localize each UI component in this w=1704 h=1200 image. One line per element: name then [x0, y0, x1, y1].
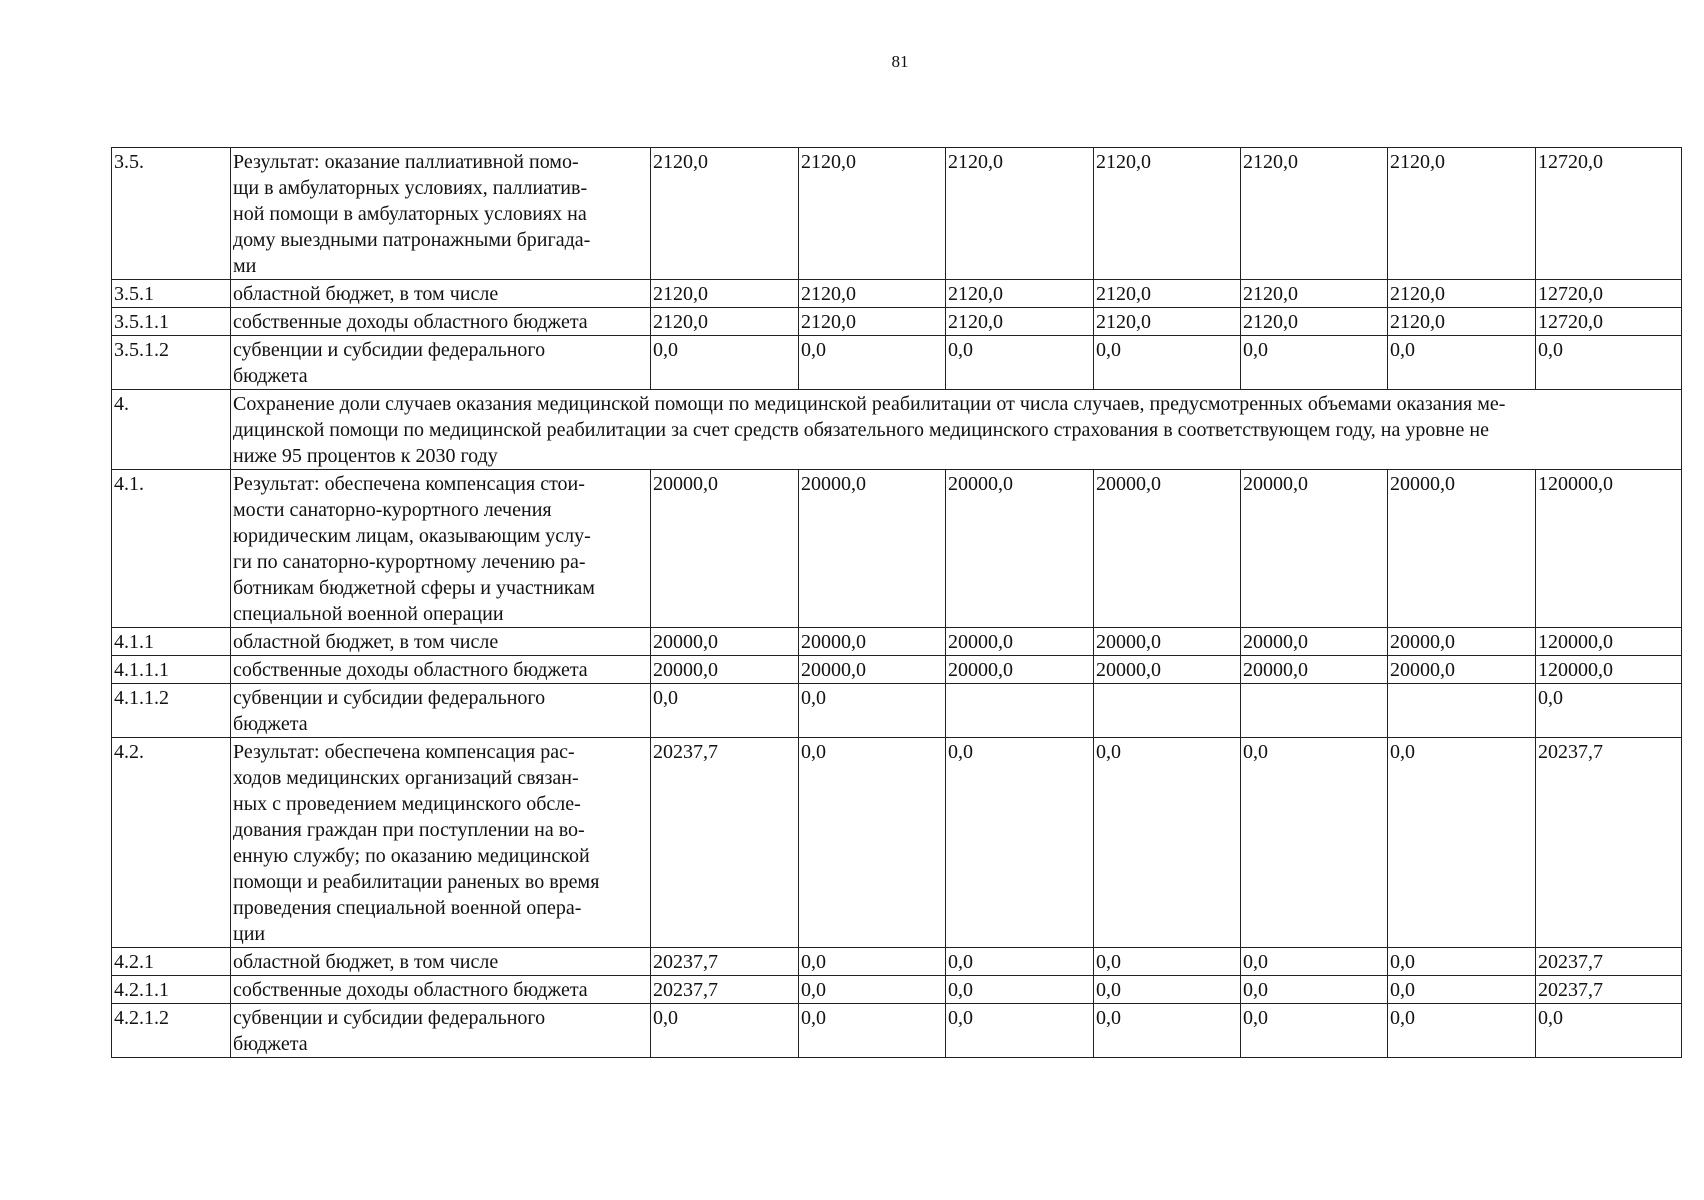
- table-row: [112, 148, 1682, 280]
- row-year-value: 20000,0: [1094, 470, 1241, 628]
- row-total-value: 120000,0: [1536, 470, 1682, 628]
- row-year-value: 0,0: [1241, 738, 1388, 948]
- row-year-value: 0,0: [651, 1004, 799, 1058]
- row-description: областной бюджет, в том числе: [231, 948, 651, 976]
- row-year-value: 2120,0: [1241, 308, 1388, 336]
- table-row: [112, 948, 1682, 976]
- table-row: [112, 390, 1682, 470]
- row-year-value: 0,0: [1388, 948, 1536, 976]
- row-year-value: 2120,0: [1388, 308, 1536, 336]
- row-year-value: 0,0: [1094, 976, 1241, 1004]
- row-year-value: 2120,0: [1241, 280, 1388, 308]
- row-total-value: 0,0: [1536, 1004, 1682, 1058]
- row-year-value: 20000,0: [1388, 470, 1536, 628]
- table-row: [112, 656, 1682, 684]
- row-total-value: 0,0: [1536, 684, 1682, 738]
- row-total-value: 20237,7: [1536, 976, 1682, 1004]
- row-code: 3.5.: [112, 148, 231, 280]
- row-year-value: 0,0: [799, 1004, 946, 1058]
- row-description: субвенции и субсидии федерального бюджета: [231, 684, 651, 738]
- row-year-value: 0,0: [946, 1004, 1094, 1058]
- row-year-value: 0,0: [1241, 1004, 1388, 1058]
- row-year-value: 2120,0: [1241, 148, 1388, 280]
- table-row: [112, 628, 1682, 656]
- row-description: Результат: обеспечена компенсация стои- мости санаторно-курортного лечения юридическим лицам, оказывающим услу- ги по санаторно-курортному лечению ра- ботникам бюджетной сферы и участникам специальной военной операции: [231, 470, 651, 628]
- row-year-value: 0,0: [1094, 336, 1241, 390]
- table-row: [112, 280, 1682, 308]
- table-row: [112, 1004, 1682, 1058]
- row-year-value: 20000,0: [1388, 628, 1536, 656]
- row-total-value: 12720,0: [1536, 148, 1682, 280]
- section-title: Сохранение доли случаев оказания медицинской помощи по медицинской реабилитации от числа случаев, предусмотренных объемами оказания ме- дицинской помощи по медицинской реабилитации за счет средств обязательного медицинского страхования в соответствующем году, на уровне не ниже 95 процентов к 2030 году: [231, 390, 1682, 470]
- row-description: субвенции и субсидии федерального бюджета: [231, 1004, 651, 1058]
- row-code: 3.5.1.2: [112, 336, 231, 390]
- row-year-value: 0,0: [799, 684, 946, 738]
- row-year-value: 2120,0: [651, 308, 799, 336]
- row-year-value: 20000,0: [946, 470, 1094, 628]
- table-row: [112, 738, 1682, 948]
- row-year-value: 2120,0: [946, 308, 1094, 336]
- row-year-value: 20000,0: [946, 628, 1094, 656]
- row-year-value: 0,0: [1241, 976, 1388, 1004]
- row-year-value: 2120,0: [1094, 308, 1241, 336]
- row-year-value: 20000,0: [1094, 628, 1241, 656]
- row-year-value: 2120,0: [946, 148, 1094, 280]
- row-year-value: 0,0: [1388, 336, 1536, 390]
- row-code: 3.5.1.1: [112, 308, 231, 336]
- row-year-value: 0,0: [1388, 1004, 1536, 1058]
- row-year-value: 0,0: [651, 336, 799, 390]
- row-year-value: 0,0: [651, 684, 799, 738]
- row-description: собственные доходы областного бюджета: [231, 308, 651, 336]
- row-year-value: 20000,0: [1241, 656, 1388, 684]
- row-year-value: 20000,0: [651, 628, 799, 656]
- row-total-value: 0,0: [1536, 336, 1682, 390]
- row-year-value: 0,0: [799, 948, 946, 976]
- row-year-value: 20000,0: [651, 470, 799, 628]
- row-code: 4.1.1.2: [112, 684, 231, 738]
- row-year-value: 0,0: [946, 336, 1094, 390]
- row-year-value: 20000,0: [1241, 628, 1388, 656]
- row-year-value: 20237,7: [651, 948, 799, 976]
- row-code: 4.: [112, 390, 231, 470]
- row-year-value: 20237,7: [651, 738, 799, 948]
- row-code: 3.5.1: [112, 280, 231, 308]
- table-row: [112, 308, 1682, 336]
- row-year-value: 0,0: [1241, 336, 1388, 390]
- table-body: [112, 148, 1682, 1058]
- row-year-value: 20237,7: [651, 976, 799, 1004]
- page-number: 81: [891, 52, 909, 71]
- row-description: Результат: оказание паллиативной помо- щи в амбулаторных условиях, паллиатив- ной помощи в амбулаторных условиях на дому выездными патронажными бригада- ми: [231, 148, 651, 280]
- row-year-value: 0,0: [1388, 976, 1536, 1004]
- row-year-value: 0,0: [946, 738, 1094, 948]
- row-year-value: 20000,0: [799, 656, 946, 684]
- row-year-value: [946, 684, 1094, 738]
- row-year-value: 0,0: [1094, 1004, 1241, 1058]
- row-year-value: 0,0: [946, 948, 1094, 976]
- row-year-value: 0,0: [1094, 948, 1241, 976]
- row-year-value: 2120,0: [799, 148, 946, 280]
- row-year-value: 0,0: [1094, 738, 1241, 948]
- row-year-value: [1388, 684, 1536, 738]
- row-year-value: 20000,0: [651, 656, 799, 684]
- row-year-value: 2120,0: [651, 148, 799, 280]
- row-year-value: 0,0: [1388, 738, 1536, 948]
- row-total-value: 120000,0: [1536, 628, 1682, 656]
- row-year-value: 20000,0: [946, 656, 1094, 684]
- row-total-value: 120000,0: [1536, 656, 1682, 684]
- row-code: 4.2.1.1: [112, 976, 231, 1004]
- row-year-value: 20000,0: [799, 470, 946, 628]
- row-year-value: 2120,0: [799, 280, 946, 308]
- table-row: [112, 976, 1682, 1004]
- row-description: областной бюджет, в том числе: [231, 628, 651, 656]
- row-description: собственные доходы областного бюджета: [231, 656, 651, 684]
- row-total-value: 20237,7: [1536, 738, 1682, 948]
- row-description: областной бюджет, в том числе: [231, 280, 651, 308]
- row-year-value: 20000,0: [1388, 656, 1536, 684]
- row-year-value: [1241, 684, 1388, 738]
- row-year-value: 0,0: [799, 976, 946, 1004]
- row-year-value: 0,0: [799, 336, 946, 390]
- row-year-value: 2120,0: [1094, 148, 1241, 280]
- row-code: 4.1.1.1: [112, 656, 231, 684]
- row-year-value: 0,0: [1241, 948, 1388, 976]
- row-code: 4.2.: [112, 738, 231, 948]
- row-year-value: 0,0: [799, 738, 946, 948]
- row-year-value: 2120,0: [946, 280, 1094, 308]
- row-year-value: 2120,0: [1388, 148, 1536, 280]
- row-year-value: 20000,0: [1094, 656, 1241, 684]
- table-row: [112, 470, 1682, 628]
- row-total-value: 12720,0: [1536, 280, 1682, 308]
- row-description: субвенции и субсидии федерального бюджета: [231, 336, 651, 390]
- row-code: 4.1.1: [112, 628, 231, 656]
- row-description: собственные доходы областного бюджета: [231, 976, 651, 1004]
- row-code: 4.1.: [112, 470, 231, 628]
- row-year-value: 20000,0: [1241, 470, 1388, 628]
- row-year-value: 2120,0: [1388, 280, 1536, 308]
- row-year-value: 2120,0: [651, 280, 799, 308]
- row-total-value: 12720,0: [1536, 308, 1682, 336]
- row-year-value: 2120,0: [799, 308, 946, 336]
- row-total-value: 20237,7: [1536, 948, 1682, 976]
- row-year-value: 20000,0: [799, 628, 946, 656]
- row-year-value: 2120,0: [1094, 280, 1241, 308]
- row-description: Результат: обеспечена компенсация рас- ходов медицинских организаций связан- ных с проведением медицинского обсле- дования граждан при поступлении на во- енную службу; по оказанию медицинской помощи и реабилитации раненых во время проведения специальной военной опера- ции: [231, 738, 651, 948]
- row-year-value: 0,0: [946, 976, 1094, 1004]
- table-row: [112, 684, 1682, 738]
- row-year-value: [1094, 684, 1241, 738]
- table-row: [112, 336, 1682, 390]
- row-code: 4.2.1.2: [112, 1004, 231, 1058]
- row-code: 4.2.1: [112, 948, 231, 976]
- budget-table: [111, 147, 1682, 1058]
